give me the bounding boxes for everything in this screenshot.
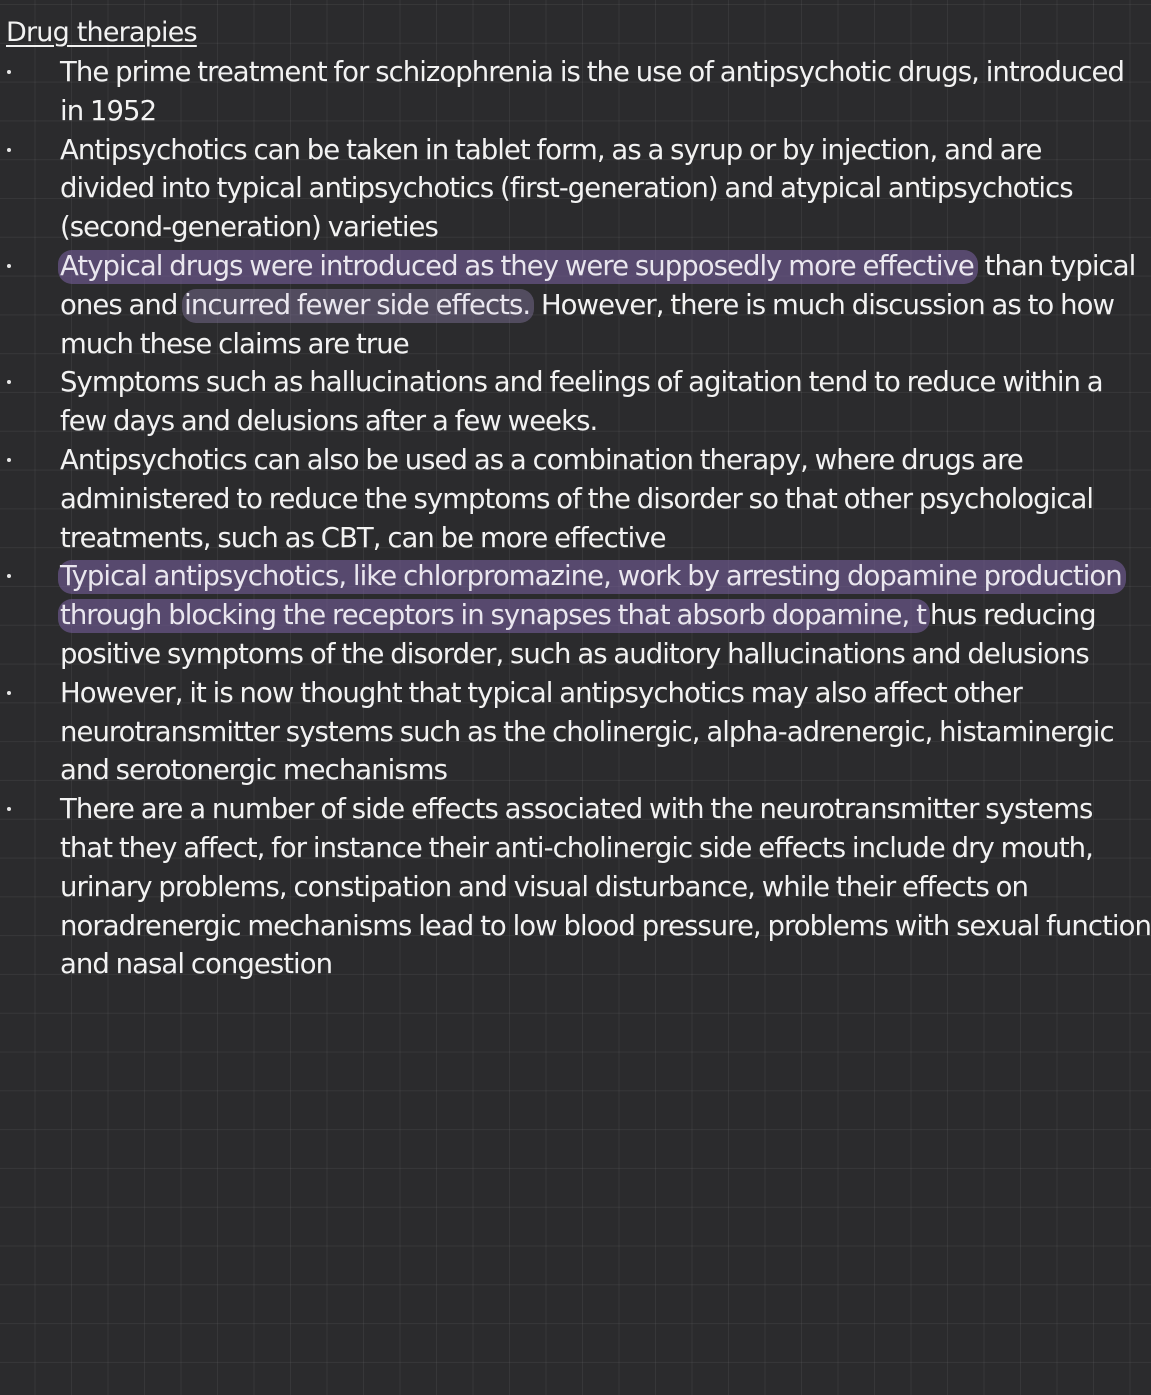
bullet-item (0, 363, 1103, 441)
bullet-dot-icon (7, 458, 11, 462)
line-text: that they affect, for instance their anti-cholinergic side effects include dry mouth, (60, 831, 1093, 864)
text-line (60, 907, 1151, 946)
line-text: positive symptoms of the disorder, such as auditory hallucinations and delusions (60, 637, 1089, 670)
bullet-item (0, 131, 1080, 247)
text-line (60, 441, 1076, 480)
bullet-item (0, 53, 1124, 131)
bullet-list (0, 53, 1151, 984)
highlighted-text: incurred fewer side effects. (182, 289, 534, 323)
bullet-dot-icon (7, 574, 11, 578)
text-line (60, 169, 1076, 208)
text-line (60, 790, 1093, 829)
bullet-dot-icon (7, 691, 11, 695)
page-title: Drug therapies (6, 17, 197, 48)
text-line (60, 363, 1103, 402)
highlighted-text: Atypical drugs were introduced as they were supposedly more effective (58, 250, 978, 284)
text-line (60, 868, 1076, 907)
line-text: Antipsychotics can also be used as a combination therapy, where drugs are (60, 443, 1023, 476)
text-line (60, 480, 1094, 519)
text-line (60, 92, 1076, 131)
text-line (60, 286, 1114, 325)
text-line (60, 247, 1136, 286)
line-text: ones and (60, 288, 185, 321)
line-text: in 1952 (60, 94, 157, 127)
bullet-text (60, 247, 1136, 363)
bullet-dot-icon (7, 148, 11, 152)
line-text: much these claims are true (60, 327, 409, 360)
text-line (60, 557, 1122, 596)
bullet-text (60, 674, 1114, 790)
line-text: Antipsychotics can be taken in tablet form, as a syrup or by injection, and are (60, 133, 1042, 166)
line-text: treatments, such as CBT, can be more effective (60, 521, 666, 554)
bullet-text (60, 557, 1122, 673)
text-line (60, 53, 1124, 92)
line-text: few days and delusions after a few weeks. (60, 405, 598, 438)
bullet-item (0, 247, 1136, 363)
bullet-text (60, 363, 1103, 441)
line-text: hus reducing (929, 599, 1096, 632)
text-line (60, 751, 1076, 790)
line-text: There are a number of side effects associated with the neurotransmitter systems (60, 793, 1093, 826)
line-text: urinary problems, constipation and visual disturbance, while their effects on (60, 870, 1028, 903)
line-text: than typical (977, 249, 1136, 282)
line-text: However, it is now thought that typical antipsychotics may also affect other (60, 676, 1022, 709)
line-text: (second-generation) varieties (60, 211, 438, 244)
line-text: However, there is much discussion as to how (534, 288, 1114, 321)
text-line (60, 325, 1076, 364)
bullet-dot-icon (7, 380, 11, 384)
bullet-text (60, 53, 1124, 131)
line-text: noradrenergic mechanisms lead to low blood pressure, problems with sexual function (60, 909, 1151, 942)
bullet-text (60, 131, 1076, 247)
bullet-item (0, 674, 1114, 790)
text-line (60, 713, 1114, 752)
bullet-dot-icon (7, 807, 11, 811)
bullet-item (0, 441, 1094, 557)
text-line (60, 635, 1089, 674)
bullet-text (60, 790, 1151, 984)
line-text: and serotonergic mechanisms (60, 754, 447, 787)
text-line (60, 674, 1076, 713)
text-line (60, 829, 1093, 868)
line-text: divided into typical antipsychotics (first-generation) and atypical antipsychotics (60, 172, 1073, 205)
bullet-text (60, 441, 1094, 557)
text-line (60, 596, 1096, 635)
line-text: Symptoms such as hallucinations and feelings of agitation tend to reduce within a (60, 366, 1103, 399)
line-text: The prime treatment for schizophrenia is the use of antipsychotic drugs, introduced (60, 56, 1124, 88)
text-line (60, 519, 1076, 558)
text-line (60, 945, 1076, 984)
line-text: neurotransmitter systems such as the cholinergic, alpha-adrenergic, histaminergic (60, 715, 1114, 748)
line-text: administered to reduce the symptoms of the disorder so that other psychological (60, 482, 1094, 515)
text-line (60, 131, 1076, 170)
line-text: and nasal congestion (60, 948, 333, 981)
text-line (60, 402, 1076, 441)
bullet-item (0, 790, 1151, 984)
highlighted-text: Typical antipsychotics, like chlorpromazine, work by arresting dopamine production (58, 560, 1126, 594)
bullet-item (0, 557, 1122, 673)
bullet-dot-icon (7, 70, 11, 74)
bullet-dot-icon (7, 264, 11, 268)
text-line (60, 208, 1076, 247)
highlighted-text: through blocking the receptors in synapses that absorb dopamine, t (58, 599, 930, 633)
